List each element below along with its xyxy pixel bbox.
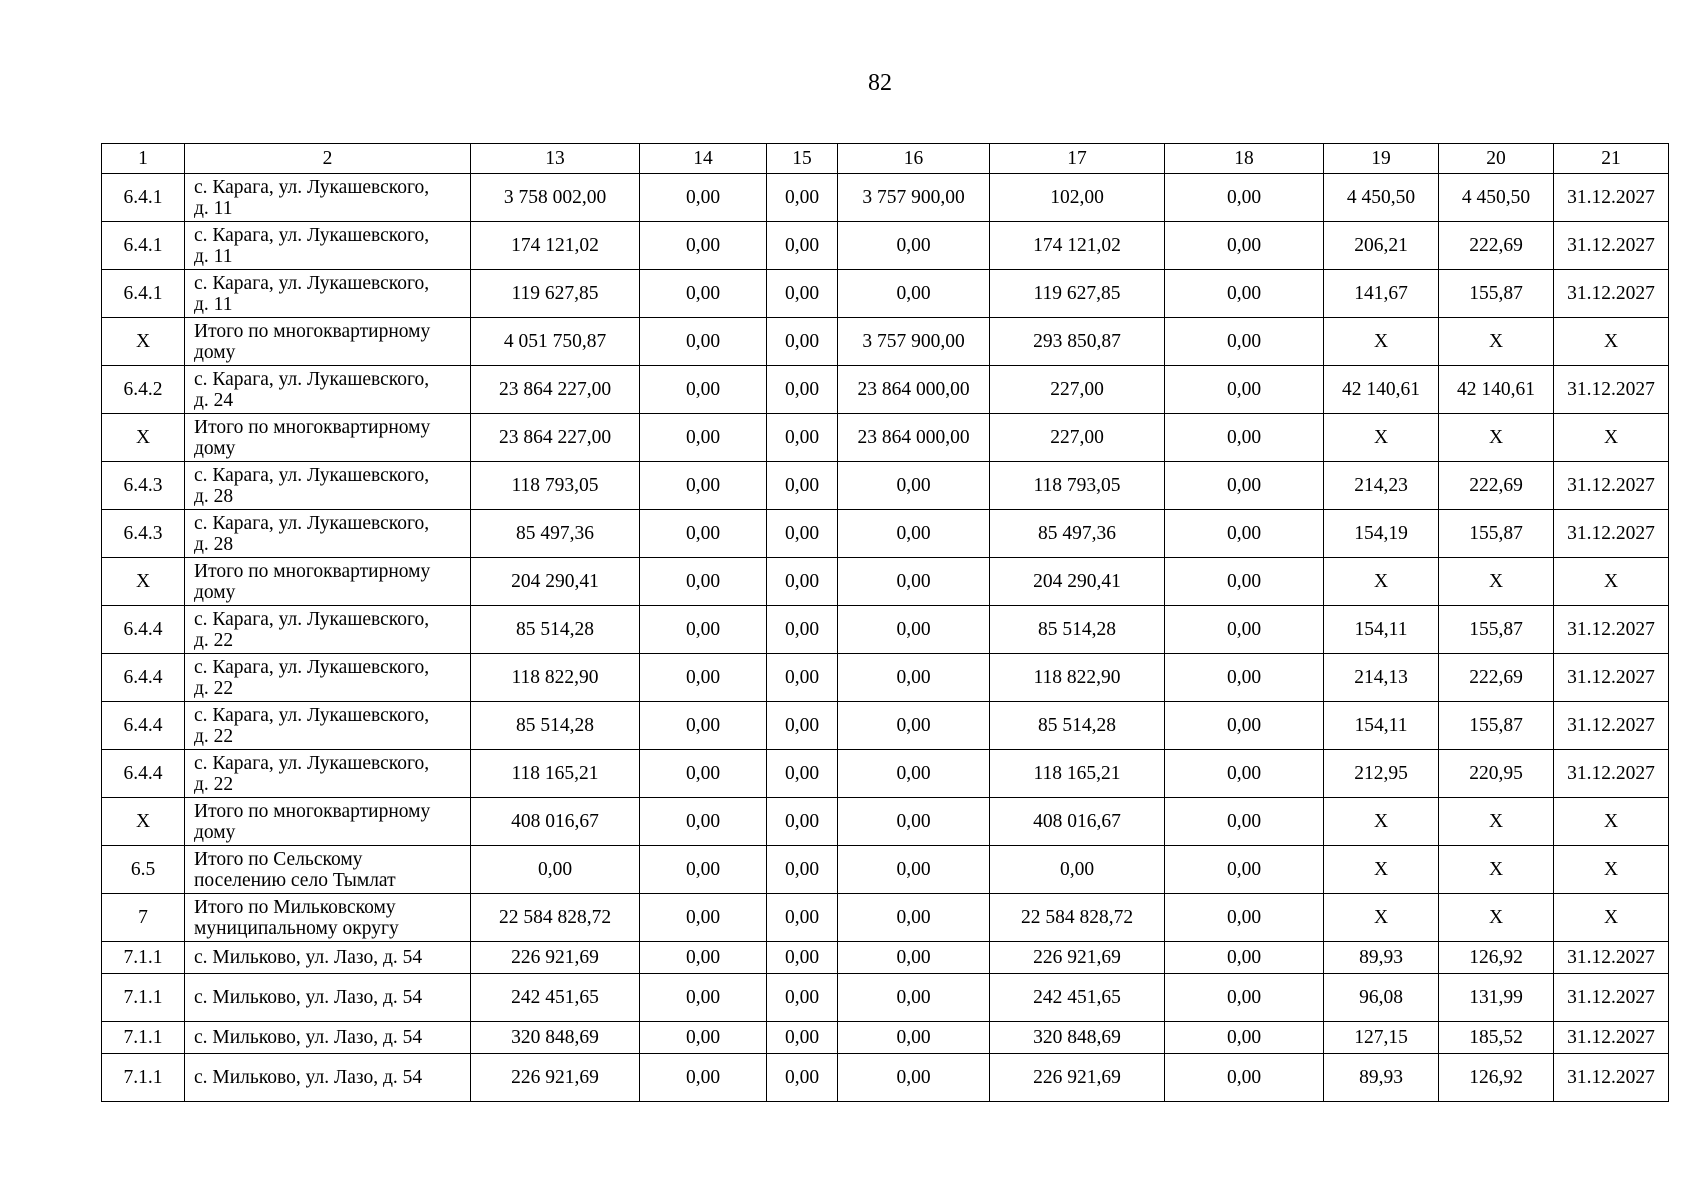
- value-cell: 0,00: [767, 974, 838, 1022]
- value-cell: 155,87: [1439, 606, 1554, 654]
- value-cell: Х: [1324, 558, 1439, 606]
- row-number-cell: 6.4.1: [102, 174, 185, 222]
- value-cell: 0,00: [640, 942, 767, 974]
- value-cell: 204 290,41: [471, 558, 640, 606]
- value-cell: 226 921,69: [990, 1054, 1165, 1102]
- value-cell: 4 051 750,87: [471, 318, 640, 366]
- value-cell: 0,00: [640, 1022, 767, 1054]
- row-number-cell: Х: [102, 558, 185, 606]
- data-table: [101, 143, 1669, 1102]
- value-cell: Х: [1324, 318, 1439, 366]
- value-cell: Х: [1439, 414, 1554, 462]
- row-number-cell: 7: [102, 894, 185, 942]
- value-cell: 0,00: [838, 1022, 990, 1054]
- value-cell: 226 921,69: [990, 942, 1165, 974]
- value-cell: 242 451,65: [990, 974, 1165, 1022]
- value-cell: Х: [1439, 318, 1554, 366]
- value-cell: 0,00: [838, 510, 990, 558]
- row-number-cell: 6.4.4: [102, 702, 185, 750]
- column-header: 17: [990, 144, 1165, 174]
- table-row: [102, 846, 1669, 894]
- value-cell: 154,11: [1324, 702, 1439, 750]
- address-line: д. 11: [194, 197, 233, 219]
- address-line: муниципальному округу: [194, 917, 399, 939]
- value-cell: 0,00: [1165, 414, 1324, 462]
- value-cell: 155,87: [1439, 510, 1554, 558]
- address-line: с. Карага, ул. Лукашевского,: [194, 656, 430, 678]
- address-line: с. Карага, ул. Лукашевского,: [194, 224, 430, 246]
- address-line: д. 22: [194, 677, 234, 699]
- address-line: с. Мильково, ул. Лазо, д. 54: [194, 947, 423, 968]
- value-cell: Х: [1324, 846, 1439, 894]
- address-line: Итого по многоквартирному: [194, 800, 431, 822]
- row-number-cell: Х: [102, 798, 185, 846]
- table-row: [102, 654, 1669, 702]
- value-cell: 85 514,28: [471, 606, 640, 654]
- row-number-cell: 6.4.3: [102, 510, 185, 558]
- page-number: 82: [868, 70, 892, 96]
- value-cell: 0,00: [1165, 798, 1324, 846]
- value-cell: 154,19: [1324, 510, 1439, 558]
- value-cell: 3 757 900,00: [838, 174, 990, 222]
- value-cell: 0,00: [1165, 462, 1324, 510]
- address-line: дому: [194, 581, 236, 603]
- value-cell: 155,87: [1439, 702, 1554, 750]
- address-line: с. Мильково, ул. Лазо, д. 54: [194, 987, 423, 1008]
- table-row: [102, 270, 1669, 318]
- table-row: [102, 606, 1669, 654]
- address-line: с. Карага, ул. Лукашевского,: [194, 752, 430, 774]
- value-cell: 214,23: [1324, 462, 1439, 510]
- value-cell: 0,00: [838, 798, 990, 846]
- value-cell: 226 921,69: [471, 1054, 640, 1102]
- row-number-cell: 7.1.1: [102, 974, 185, 1022]
- column-header: 15: [767, 144, 838, 174]
- value-cell: 0,00: [838, 942, 990, 974]
- value-cell: 0,00: [767, 750, 838, 798]
- value-cell: 89,93: [1324, 1054, 1439, 1102]
- value-cell: 31.12.2027: [1554, 366, 1669, 414]
- value-cell: 31.12.2027: [1554, 974, 1669, 1022]
- row-number-cell: 6.5: [102, 846, 185, 894]
- row-number-cell: 6.4.2: [102, 366, 185, 414]
- value-cell: 0,00: [640, 558, 767, 606]
- address-cell: [185, 366, 471, 414]
- value-cell: 0,00: [838, 270, 990, 318]
- address-line: Итого по многоквартирному: [194, 416, 431, 438]
- address-cell: [185, 846, 471, 894]
- address-cell: [185, 222, 471, 270]
- value-cell: 0,00: [838, 894, 990, 942]
- value-cell: 0,00: [1165, 654, 1324, 702]
- value-cell: 119 627,85: [471, 270, 640, 318]
- address-cell: [185, 174, 471, 222]
- value-cell: 31.12.2027: [1554, 510, 1669, 558]
- header-row: [102, 144, 1669, 174]
- value-cell: 0,00: [767, 222, 838, 270]
- value-cell: 119 627,85: [990, 270, 1165, 318]
- column-header: 13: [471, 144, 640, 174]
- value-cell: 0,00: [1165, 558, 1324, 606]
- row-number-cell: 7.1.1: [102, 942, 185, 974]
- value-cell: 0,00: [838, 702, 990, 750]
- value-cell: 0,00: [1165, 894, 1324, 942]
- address-line: с. Карага, ул. Лукашевского,: [194, 512, 430, 534]
- value-cell: 31.12.2027: [1554, 750, 1669, 798]
- table-row: [102, 510, 1669, 558]
- value-cell: 0,00: [838, 654, 990, 702]
- address-line: д. 28: [194, 485, 234, 507]
- value-cell: 0,00: [640, 462, 767, 510]
- value-cell: 174 121,02: [471, 222, 640, 270]
- address-line: поселению село Тымлат: [194, 869, 396, 891]
- value-cell: 126,92: [1439, 1054, 1554, 1102]
- value-cell: 85 514,28: [990, 702, 1165, 750]
- address-line: с. Карага, ул. Лукашевского,: [194, 368, 430, 390]
- value-cell: 0,00: [838, 846, 990, 894]
- value-cell: 408 016,67: [471, 798, 640, 846]
- address-line: Итого по многоквартирному: [194, 320, 431, 342]
- address-cell: [185, 462, 471, 510]
- row-number-cell: 6.4.4: [102, 606, 185, 654]
- value-cell: 206,21: [1324, 222, 1439, 270]
- column-header: 21: [1554, 144, 1669, 174]
- value-cell: 0,00: [640, 974, 767, 1022]
- row-number-cell: 6.4.4: [102, 654, 185, 702]
- column-header: 19: [1324, 144, 1439, 174]
- value-cell: Х: [1439, 798, 1554, 846]
- value-cell: 23 864 227,00: [471, 414, 640, 462]
- value-cell: 0,00: [767, 462, 838, 510]
- value-cell: 31.12.2027: [1554, 174, 1669, 222]
- value-cell: 222,69: [1439, 222, 1554, 270]
- value-cell: 118 793,05: [471, 462, 640, 510]
- value-cell: 0,00: [838, 606, 990, 654]
- table-body: [102, 144, 1669, 1102]
- row-number-cell: 7.1.1: [102, 1022, 185, 1054]
- address-cell: [185, 318, 471, 366]
- value-cell: Х: [1439, 846, 1554, 894]
- value-cell: 242 451,65: [471, 974, 640, 1022]
- value-cell: 0,00: [767, 654, 838, 702]
- value-cell: 0,00: [640, 318, 767, 366]
- table-row: [102, 1022, 1669, 1054]
- address-line: д. 24: [194, 389, 234, 411]
- value-cell: 0,00: [767, 606, 838, 654]
- address-cell: [185, 1054, 471, 1102]
- value-cell: 0,00: [838, 222, 990, 270]
- value-cell: 22 584 828,72: [990, 894, 1165, 942]
- value-cell: 0,00: [767, 702, 838, 750]
- value-cell: 31.12.2027: [1554, 1054, 1669, 1102]
- value-cell: 42 140,61: [1439, 366, 1554, 414]
- address-line: д. 22: [194, 725, 234, 747]
- value-cell: 212,95: [1324, 750, 1439, 798]
- value-cell: 0,00: [1165, 222, 1324, 270]
- row-number-cell: 6.4.1: [102, 270, 185, 318]
- address-line: с. Карага, ул. Лукашевского,: [194, 608, 430, 630]
- address-line: д. 28: [194, 533, 234, 555]
- address-cell: [185, 942, 471, 974]
- value-cell: 0,00: [1165, 318, 1324, 366]
- value-cell: Х: [1439, 894, 1554, 942]
- address-line: д. 22: [194, 629, 234, 651]
- value-cell: 320 848,69: [990, 1022, 1165, 1054]
- value-cell: 0,00: [1165, 1054, 1324, 1102]
- value-cell: 0,00: [767, 414, 838, 462]
- address-cell: [185, 270, 471, 318]
- value-cell: 227,00: [990, 366, 1165, 414]
- value-cell: Х: [1554, 798, 1669, 846]
- value-cell: 0,00: [1165, 510, 1324, 558]
- value-cell: 0,00: [640, 174, 767, 222]
- row-number-cell: 6.4.1: [102, 222, 185, 270]
- value-cell: 0,00: [640, 270, 767, 318]
- value-cell: 227,00: [990, 414, 1165, 462]
- row-number-cell: 6.4.3: [102, 462, 185, 510]
- value-cell: 23 864 000,00: [838, 414, 990, 462]
- value-cell: 0,00: [767, 366, 838, 414]
- value-cell: 31.12.2027: [1554, 1022, 1669, 1054]
- value-cell: 222,69: [1439, 654, 1554, 702]
- value-cell: 3 757 900,00: [838, 318, 990, 366]
- row-number-cell: 7.1.1: [102, 1054, 185, 1102]
- address-line: дому: [194, 437, 236, 459]
- table-row: [102, 798, 1669, 846]
- value-cell: Х: [1554, 318, 1669, 366]
- value-cell: 131,99: [1439, 974, 1554, 1022]
- value-cell: 85 497,36: [990, 510, 1165, 558]
- value-cell: 0,00: [767, 942, 838, 974]
- address-line: дому: [194, 341, 236, 363]
- column-header: 2: [185, 144, 471, 174]
- value-cell: 0,00: [640, 798, 767, 846]
- value-cell: 31.12.2027: [1554, 606, 1669, 654]
- column-header: 18: [1165, 144, 1324, 174]
- table-row: [102, 174, 1669, 222]
- address-line: д. 11: [194, 245, 233, 267]
- table-row: [102, 750, 1669, 798]
- value-cell: 89,93: [1324, 942, 1439, 974]
- address-cell: [185, 414, 471, 462]
- value-cell: 102,00: [990, 174, 1165, 222]
- column-header: 1: [102, 144, 185, 174]
- value-cell: 214,13: [1324, 654, 1439, 702]
- table-row: [102, 942, 1669, 974]
- value-cell: 23 864 000,00: [838, 366, 990, 414]
- table-row: [102, 702, 1669, 750]
- table-row: [102, 462, 1669, 510]
- value-cell: 0,00: [767, 174, 838, 222]
- table-row: [102, 222, 1669, 270]
- value-cell: 96,08: [1324, 974, 1439, 1022]
- value-cell: 0,00: [838, 750, 990, 798]
- value-cell: 0,00: [1165, 750, 1324, 798]
- value-cell: 0,00: [767, 1054, 838, 1102]
- row-number-cell: Х: [102, 414, 185, 462]
- value-cell: 174 121,02: [990, 222, 1165, 270]
- table-row: [102, 366, 1669, 414]
- address-cell: [185, 798, 471, 846]
- row-number-cell: Х: [102, 318, 185, 366]
- address-cell: [185, 702, 471, 750]
- table-row: [102, 558, 1669, 606]
- address-cell: [185, 750, 471, 798]
- value-cell: 3 758 002,00: [471, 174, 640, 222]
- value-cell: 0,00: [640, 750, 767, 798]
- value-cell: 85 497,36: [471, 510, 640, 558]
- value-cell: 0,00: [640, 414, 767, 462]
- address-line: с. Мильково, ул. Лазо, д. 54: [194, 1027, 423, 1048]
- value-cell: Х: [1324, 798, 1439, 846]
- value-cell: 0,00: [640, 894, 767, 942]
- value-cell: 4 450,50: [1324, 174, 1439, 222]
- row-number-cell: 6.4.4: [102, 750, 185, 798]
- value-cell: 31.12.2027: [1554, 270, 1669, 318]
- address-line: с. Мильково, ул. Лазо, д. 54: [194, 1067, 423, 1088]
- table-row: [102, 974, 1669, 1022]
- value-cell: 0,00: [838, 558, 990, 606]
- table-row: [102, 414, 1669, 462]
- value-cell: 23 864 227,00: [471, 366, 640, 414]
- value-cell: Х: [1554, 846, 1669, 894]
- value-cell: 0,00: [767, 894, 838, 942]
- value-cell: 31.12.2027: [1554, 654, 1669, 702]
- value-cell: 293 850,87: [990, 318, 1165, 366]
- value-cell: Х: [1554, 558, 1669, 606]
- value-cell: Х: [1324, 414, 1439, 462]
- address-cell: [185, 894, 471, 942]
- value-cell: 0,00: [838, 974, 990, 1022]
- value-cell: 118 822,90: [990, 654, 1165, 702]
- value-cell: 0,00: [767, 846, 838, 894]
- column-header: 16: [838, 144, 990, 174]
- value-cell: 155,87: [1439, 270, 1554, 318]
- value-cell: 0,00: [767, 558, 838, 606]
- value-cell: 154,11: [1324, 606, 1439, 654]
- value-cell: 0,00: [640, 702, 767, 750]
- value-cell: 0,00: [1165, 942, 1324, 974]
- value-cell: 0,00: [1165, 702, 1324, 750]
- value-cell: 0,00: [767, 510, 838, 558]
- column-header: 20: [1439, 144, 1554, 174]
- column-header: 14: [640, 144, 767, 174]
- value-cell: 31.12.2027: [1554, 702, 1669, 750]
- value-cell: 0,00: [640, 654, 767, 702]
- value-cell: 0,00: [640, 606, 767, 654]
- value-cell: 127,15: [1324, 1022, 1439, 1054]
- value-cell: 0,00: [640, 510, 767, 558]
- value-cell: 0,00: [1165, 366, 1324, 414]
- value-cell: 222,69: [1439, 462, 1554, 510]
- address-cell: [185, 510, 471, 558]
- address-line: Итого по многоквартирному: [194, 560, 431, 582]
- value-cell: 85 514,28: [990, 606, 1165, 654]
- address-line: с. Карага, ул. Лукашевского,: [194, 176, 430, 198]
- value-cell: 31.12.2027: [1554, 462, 1669, 510]
- address-line: д. 22: [194, 773, 234, 795]
- value-cell: Х: [1439, 558, 1554, 606]
- address-cell: [185, 558, 471, 606]
- value-cell: 31.12.2027: [1554, 222, 1669, 270]
- value-cell: 31.12.2027: [1554, 942, 1669, 974]
- address-cell: [185, 974, 471, 1022]
- address-line: с. Карага, ул. Лукашевского,: [194, 464, 430, 486]
- address-line: Итого по Мильковскому: [194, 896, 396, 918]
- address-line: Итого по Сельскому: [194, 848, 363, 870]
- address-line: с. Карага, ул. Лукашевского,: [194, 704, 430, 726]
- value-cell: 0,00: [767, 318, 838, 366]
- table-row: [102, 318, 1669, 366]
- value-cell: 118 165,21: [471, 750, 640, 798]
- value-cell: Х: [1324, 894, 1439, 942]
- value-cell: 0,00: [838, 462, 990, 510]
- value-cell: 0,00: [767, 1022, 838, 1054]
- value-cell: 118 165,21: [990, 750, 1165, 798]
- value-cell: 0,00: [640, 1054, 767, 1102]
- value-cell: 0,00: [1165, 846, 1324, 894]
- value-cell: 0,00: [471, 846, 640, 894]
- table-row: [102, 1054, 1669, 1102]
- value-cell: 0,00: [640, 222, 767, 270]
- address-cell: [185, 606, 471, 654]
- value-cell: 118 822,90: [471, 654, 640, 702]
- value-cell: 42 140,61: [1324, 366, 1439, 414]
- value-cell: 220,95: [1439, 750, 1554, 798]
- address-line: д. 11: [194, 293, 233, 315]
- address-cell: [185, 1022, 471, 1054]
- value-cell: 0,00: [1165, 606, 1324, 654]
- value-cell: 4 450,50: [1439, 174, 1554, 222]
- value-cell: 0,00: [640, 846, 767, 894]
- value-cell: 141,67: [1324, 270, 1439, 318]
- value-cell: 22 584 828,72: [471, 894, 640, 942]
- value-cell: 0,00: [838, 1054, 990, 1102]
- address-cell: [185, 654, 471, 702]
- value-cell: 320 848,69: [471, 1022, 640, 1054]
- value-cell: 85 514,28: [471, 702, 640, 750]
- value-cell: 0,00: [1165, 174, 1324, 222]
- value-cell: 226 921,69: [471, 942, 640, 974]
- value-cell: 204 290,41: [990, 558, 1165, 606]
- value-cell: 408 016,67: [990, 798, 1165, 846]
- value-cell: 0,00: [767, 798, 838, 846]
- table-row: [102, 894, 1669, 942]
- value-cell: 185,52: [1439, 1022, 1554, 1054]
- value-cell: 0,00: [640, 366, 767, 414]
- value-cell: 0,00: [990, 846, 1165, 894]
- value-cell: 126,92: [1439, 942, 1554, 974]
- value-cell: 0,00: [1165, 270, 1324, 318]
- address-line: с. Карага, ул. Лукашевского,: [194, 272, 430, 294]
- value-cell: 0,00: [767, 270, 838, 318]
- value-cell: Х: [1554, 894, 1669, 942]
- value-cell: 118 793,05: [990, 462, 1165, 510]
- value-cell: 0,00: [1165, 974, 1324, 1022]
- value-cell: Х: [1554, 414, 1669, 462]
- value-cell: 0,00: [1165, 1022, 1324, 1054]
- address-line: дому: [194, 821, 236, 843]
